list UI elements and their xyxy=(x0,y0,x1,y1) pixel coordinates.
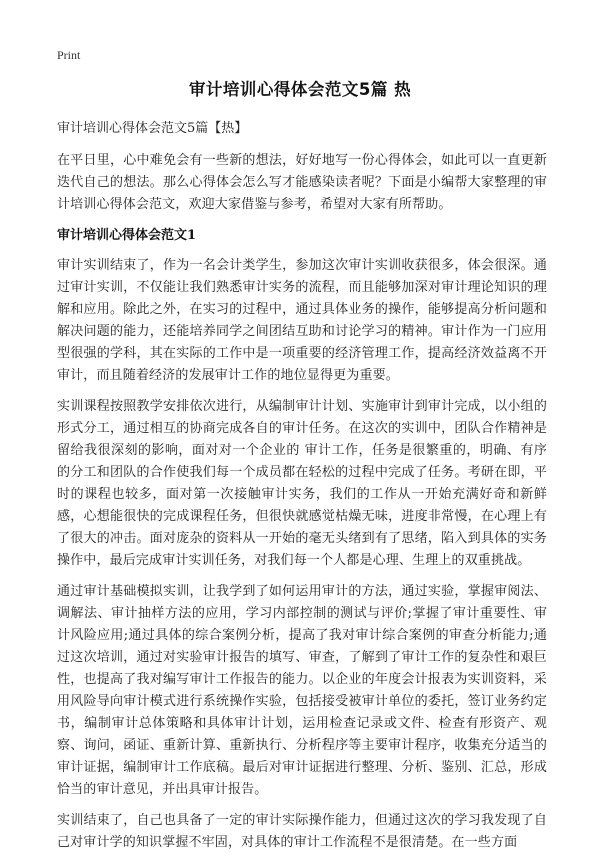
print-link[interactable]: Print xyxy=(57,48,81,62)
document-body xyxy=(57,118,547,863)
document-subtitle: 审计培训心得体会范文5篇【热】 xyxy=(57,121,248,136)
body-paragraph-4: 实训结束了，自己也具备了一定的审计实际操作能力，但通过这次的学习我发现了自己对审计学的知识掌握不牢固，对具体的审计工作流程不是很清楚。在一些方面 xyxy=(57,813,547,850)
section-heading: 审计培训心得体会范文1 xyxy=(57,228,197,243)
document-title: 审计培训心得体会范文5篇 热 xyxy=(188,80,412,99)
body-paragraph-2: 实训课程按照教学安排依次进行，从编制审计计划、实施审计到审计完成，以小组的形式分工，通过相互的协商完成各自的审计任务。在这次的实训中，团队合作精神是留给我很深刻的影响，面对对一个企业的 审计工作，任务是很繁重的，明确、有序的分工和团队的合作使我们每一个成员都在轻松的过程中完成了任务。考研在即，平时的课程也较多，面对第一次接触审计实务，我们的工作从一开始充满好奇和新鲜感，心想能很快的完成课程任务，但很快就感觉枯燥无味，进度非常慢，在心理上有了很大的冲击。面对庞杂的资料从一开始的毫无头绪到有了思绪，陷入到具体的实务操作中，最后完成审计实训任务，对我们每一个人都是心理、生理上的双重挑战。 xyxy=(57,399,547,568)
intro-paragraph: 在平日里，心中难免会有一些新的想法，好好地写一份心得体会，如此可以一直更新迭代自己的想法。那么心得体会怎么写才能感染读者呢？下面是小编帮大家整理的审计培训心得体会范文，欢迎大家借鉴与参考，希望对大家有所帮助。 xyxy=(57,153,547,212)
body-paragraph-1: 审计实训结束了，作为一名会计类学生，参加这次审计实训收获很多，体会很深。通过审计实训，不仅能让我们熟悉审计实务的流程，而且能够加深对审计理论知识的理解和应用。除此之外，在实习的过程中，通过具体业务的操作，能够提高分析问题和解决问题的能力，还能培养同学之间团结互助和讨论学习的精神。审计作为一门应用型很强的学科，其在实际的工作中是一项重要的经济管理工作，提高经济效益离不开审计，而且随着经济的发展审计工作的地位显得更为重要。 xyxy=(57,258,547,383)
body-paragraph-3: 通过审计基础模拟实训，让我学到了如何运用审计的方法，通过实验，掌握审阅法、调解法、审计抽样方法的应用，学习内部控制的测试与评价;掌握了审计重要性、审计风险应用;通过具体的综合案例分析，提高了我对审计综合案例的审查分析能力;通过这次培训，通过对实验审计报告的填写、审查，了解到了审计工作的复杂性和艰巨性，也提高了我对编写审计工作报告的能力。以企业的年度会计报表为实训资料，采用风险导向审计模式进行系统操作实验，包括接受被审计单位的委托，签订业务约定书，编制审计总体策略和具体审计计划，运用检查记录或文件、检查有形资产、观察、询问，函证、重新计算、重新执行、分析程序等主要审计程序，收集充分适当的审计证据，编制审计工作底稿。最后对审计证据进行整理、分析、鉴别、汇总，形成恰当的审计意见，并出具审计报告。 xyxy=(57,584,547,797)
